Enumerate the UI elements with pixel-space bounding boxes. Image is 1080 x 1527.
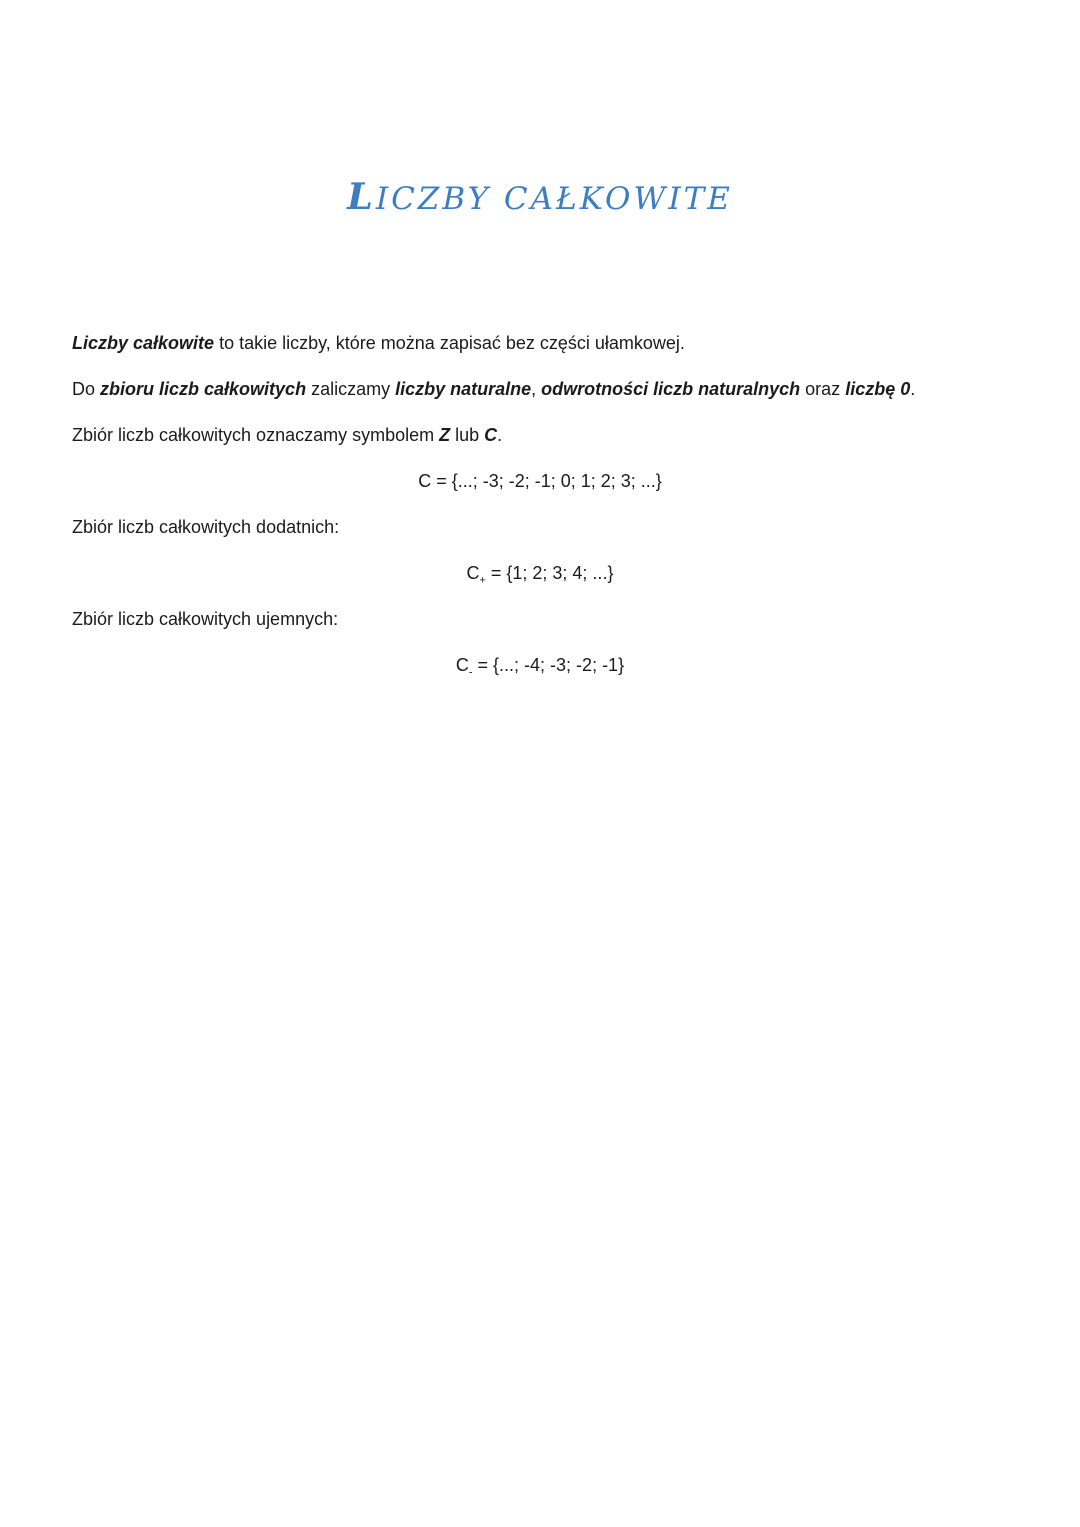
formula-negative-integers-set	[72, 654, 1008, 677]
formula-subscript-plus: +	[479, 574, 486, 587]
paragraph-set-membership	[72, 378, 1008, 401]
paragraph-positive-integers-label: Zbiór liczb całkowitych dodatnich:	[72, 517, 340, 537]
paragraph-definition	[72, 332, 1008, 355]
text-segment: Zbiór liczb całkowitych oznaczamy symbolem	[72, 425, 440, 445]
page-title: LICZBY CAŁKOWITE	[347, 175, 733, 218]
formula-positive-integers-set	[72, 562, 1008, 585]
text-segment: zaliczamy	[306, 379, 396, 399]
formula-symbol-c: C	[466, 563, 480, 583]
term-liczby-calkowite: Liczby całkowite	[72, 333, 215, 353]
definition-text: to takie liczby, które można zapisać bez części ułamkowej.	[214, 333, 685, 353]
symbol-c: C	[484, 425, 498, 445]
paragraph-negative-integers-label: Zbiór liczb całkowitych ujemnych:	[72, 609, 339, 629]
term-zbior-liczb-calkowitych: zbioru liczb całkowitych	[100, 379, 307, 399]
text-segment: .	[497, 425, 503, 445]
formula-body: = {...; -4; -3; -2; -1}	[472, 655, 625, 675]
text-segment: lub	[450, 425, 485, 445]
formula-subscript-minus: -	[468, 666, 473, 679]
formula-body: = {1; 2; 3; 4; ...}	[485, 563, 614, 583]
symbol-z: Z	[439, 425, 451, 445]
text-segment: oraz	[800, 379, 846, 399]
formula-symbol-c: C	[455, 655, 469, 675]
term-liczby-naturalne: liczby naturalne	[395, 379, 532, 399]
term-liczba-zero: liczbę 0	[845, 379, 911, 399]
paragraph-symbol	[72, 424, 1008, 447]
text-segment: .	[910, 379, 916, 399]
formula-integers-set: C = {...; -3; -2; -1; 0; 1; 2; 3; ...}	[418, 471, 662, 491]
text-segment: Do	[72, 379, 101, 399]
document-body	[72, 332, 1008, 677]
term-odwrotnosci: odwrotności liczb naturalnych	[541, 379, 801, 399]
text-segment: ,	[531, 379, 542, 399]
